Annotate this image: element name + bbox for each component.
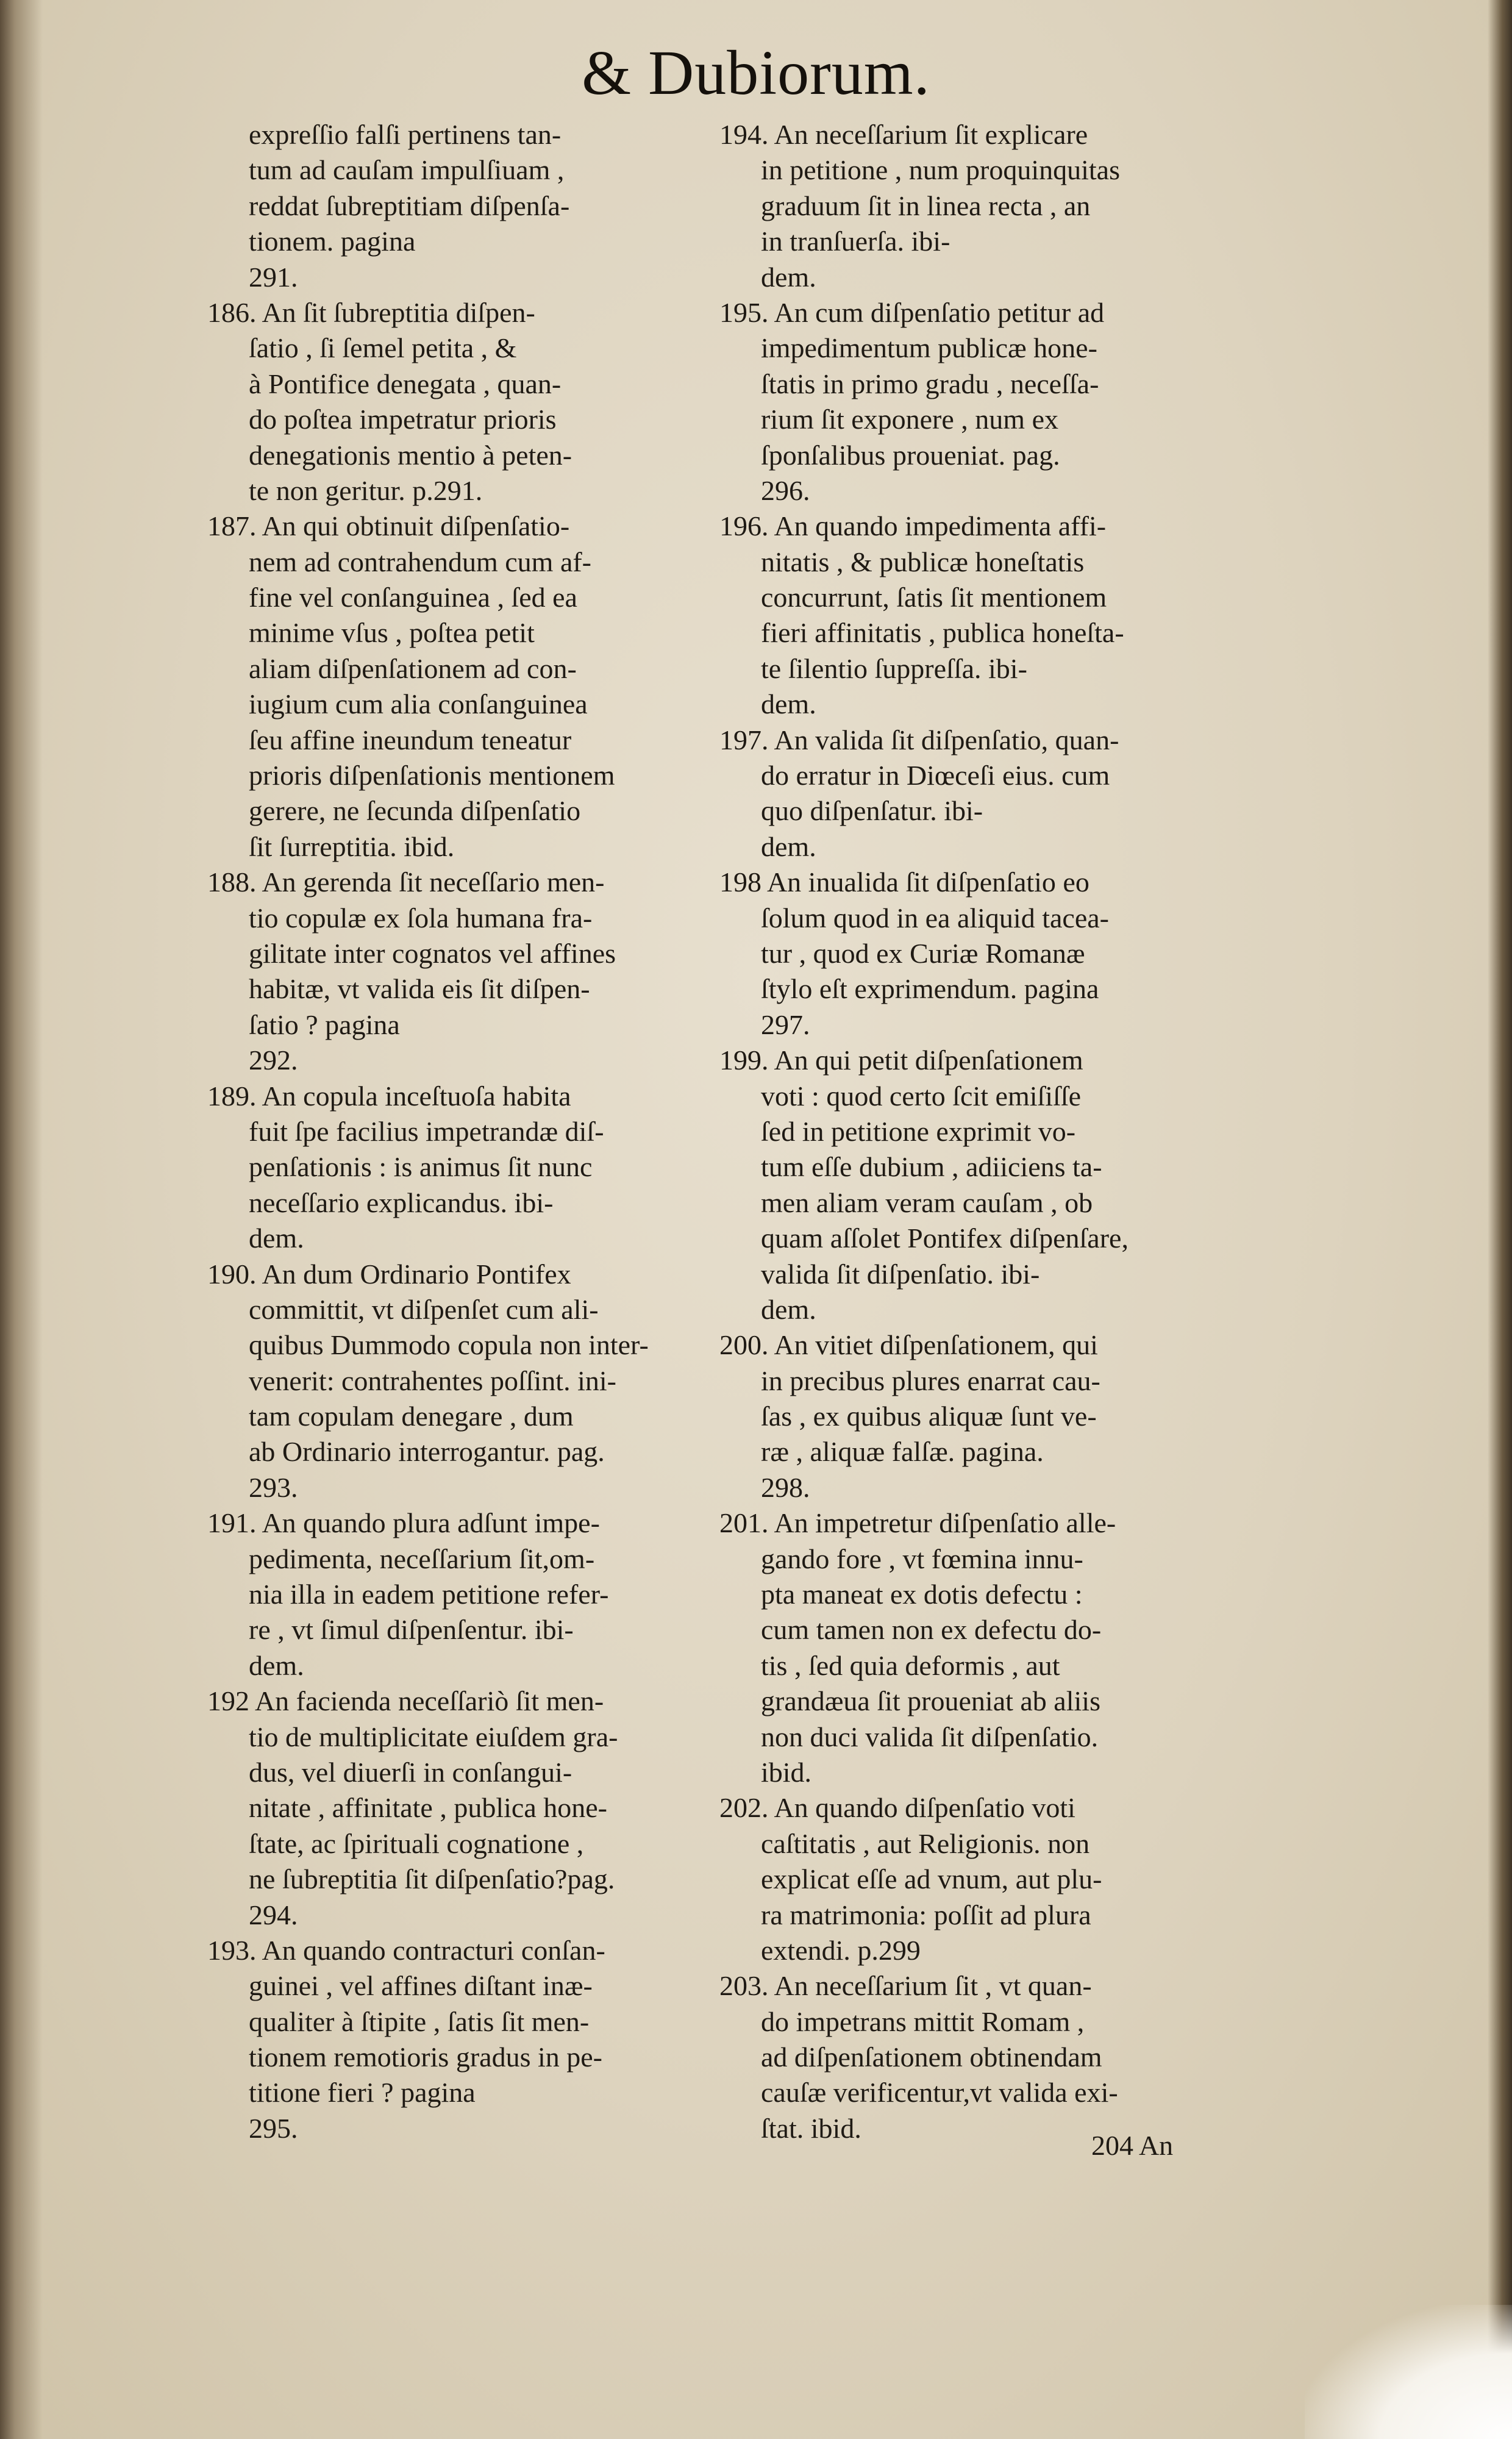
entry-line: guinei , vel affines diſtant inæ-	[249, 1970, 593, 2002]
right-column	[719, 117, 1201, 2146]
entry-line: prioris diſpenſationis mentionem	[249, 760, 615, 791]
entry-line: te non geritur. p.291.	[249, 474, 483, 506]
entry-line: gilitate inter cognatos vel affines	[249, 937, 616, 969]
entry-line: ſtatis in primo gradu , neceſſa-	[761, 368, 1099, 399]
entry-line: dem.	[761, 261, 816, 293]
entry-line: 193. An quando contracturi conſan-	[207, 1934, 605, 1966]
entry-line: 190. An dum Ordinario Pontifex	[207, 1258, 571, 1290]
entry-line: quibus Dummodo copula non inter-	[249, 1329, 649, 1361]
entry-line: grandæua ſit proueniat ab aliis	[761, 1685, 1100, 1717]
index-entry	[719, 1968, 1201, 2146]
entry-line: dus, vel diuerſi in conſangui-	[249, 1756, 572, 1788]
entry-line: men aliam veram cauſam , ob	[761, 1187, 1093, 1218]
entry-line: te ſilentio ſuppreſſa. ibi-	[761, 652, 1027, 684]
entry-line: 291.	[249, 261, 298, 293]
entry-line: nem ad contrahendum cum af-	[249, 546, 591, 577]
entry-line: aliam diſpenſationem ad con-	[249, 652, 577, 684]
index-entry	[719, 865, 1201, 1043]
entry-line: 199. An qui petit diſpenſationem	[719, 1045, 1083, 1076]
entry-line: penſationis : is animus ſit nunc	[249, 1151, 593, 1183]
book-spine-shadow	[0, 0, 43, 2439]
entry-line: habitæ, vt valida eis ſit diſpen-	[249, 973, 590, 1005]
entry-line: nia illa in eadem petitione refer-	[249, 1579, 609, 1610]
index-entry	[719, 1327, 1201, 1505]
entry-line: 202. An quando diſpenſatio voti	[719, 1792, 1075, 1824]
entry-line: graduum ſit in linea recta , an	[761, 190, 1091, 221]
entry-line: fuit ſpe facilius impetrandæ diſ-	[249, 1115, 604, 1147]
index-entry	[207, 1079, 689, 1257]
entry-line: re , vt ſimul diſpenſentur. ibi-	[249, 1614, 574, 1646]
entry-line: do erratur in Diœceſi eius. cum	[761, 760, 1110, 791]
entry-line: tio de multiplicitate eiuſdem gra-	[249, 1721, 618, 1752]
entry-line: 200. An vitiet diſpenſationem, qui	[719, 1329, 1098, 1361]
entry-line: ſas , ex quibus aliquæ ſunt ve-	[761, 1401, 1097, 1432]
entry-line: tum eſſe dubium , adiiciens ta-	[761, 1151, 1102, 1183]
entry-line: iugium cum alia conſanguinea	[249, 688, 588, 720]
entry-line: cauſæ verificentur,vt valida exi-	[761, 2077, 1118, 2109]
index-entry	[207, 509, 689, 865]
index-entry	[207, 1505, 689, 1684]
entry-line: non duci valida ſit diſpenſatio.	[761, 1721, 1099, 1752]
index-entry	[207, 295, 689, 509]
entry-line: ſponſalibus proueniat. pag.	[761, 439, 1060, 471]
entry-line: titione fieri ? pagina	[249, 2077, 476, 2109]
entry-line: ſtat. ibid.	[761, 2112, 861, 2144]
entry-line: denegationis mentio à peten-	[249, 439, 572, 471]
entry-line: reddat ſubreptitiam diſpenſa-	[249, 190, 570, 221]
entry-line: tur , quod ex Curiæ Romanæ	[761, 937, 1085, 969]
index-entry	[719, 1505, 1201, 1790]
entry-line: 194. An neceſſarium ſit explicare	[719, 119, 1088, 150]
entry-line: ſolum quod in ea aliquid tacea-	[761, 902, 1109, 934]
index-entry	[207, 117, 689, 295]
entry-line: in tranſuerſa. ibi-	[761, 226, 950, 257]
entry-line: nitate , affinitate , publica hone-	[249, 1792, 607, 1824]
entry-line: quo diſpenſatur. ibi-	[761, 795, 983, 827]
entry-line: explicat eſſe ad vnum, aut plu-	[761, 1863, 1102, 1895]
index-entry	[719, 295, 1201, 509]
entry-line: tam copulam denegare , dum	[249, 1401, 574, 1432]
entry-line: in precibus plures enarrat cau-	[761, 1365, 1100, 1396]
entry-line: rium ſit exponere , num ex	[761, 404, 1058, 435]
entry-line: expreſſio falſi pertinens tan-	[249, 119, 562, 150]
index-entry	[207, 865, 689, 1078]
entry-line: 198 An inualida ſit diſpenſatio eo	[719, 866, 1089, 898]
entry-line: dem.	[249, 1649, 304, 1681]
torn-corner	[1305, 2305, 1512, 2439]
entry-line: tionem remotioris gradus in pe-	[249, 2041, 602, 2073]
entry-line: ſit ſurreptitia. ibid.	[249, 830, 455, 862]
entry-line: 201. An impetretur diſpenſatio alle-	[719, 1507, 1116, 1539]
index-entry	[719, 117, 1201, 295]
entry-line: ræ , aliquæ falſæ. pagina.	[761, 1436, 1044, 1468]
entry-line: in petitione , num proquinquitas	[761, 154, 1120, 186]
entry-line: ſtylo eſt exprimendum. pagina	[761, 973, 1099, 1005]
entry-line: pedimenta, neceſſarium ſit,om-	[249, 1543, 595, 1574]
entry-line: 188. An gerenda ſit neceſſario men-	[207, 866, 605, 898]
entry-line: valida ſit diſpenſatio. ibi-	[761, 1258, 1040, 1290]
entry-line: 203. An neceſſarium ſit , vt quan-	[719, 1970, 1092, 2002]
entry-line: do impetrans mittit Romam ,	[761, 2005, 1085, 2037]
entry-line: fieri affinitatis , publica honeſta-	[761, 617, 1124, 649]
entry-line: nitatis , & publicæ honeſtatis	[761, 546, 1085, 577]
entry-line: caſtitatis , aut Religionis. non	[761, 1827, 1090, 1859]
entry-line: neceſſario explicandus. ibi-	[249, 1187, 554, 1218]
entry-line: ne ſubreptitia ſit diſpenſatio?pag.	[249, 1863, 615, 1895]
entry-line: quam aſſolet Pontifex diſpenſare,	[761, 1223, 1129, 1254]
index-entry	[719, 1790, 1201, 1968]
entry-line: cum tamen non ex defectu do-	[761, 1614, 1102, 1646]
entry-line: 292.	[249, 1045, 298, 1076]
index-entry	[207, 1257, 689, 1506]
entry-line: ſed in petitione exprimit vo-	[761, 1115, 1076, 1147]
entry-line: fine vel conſanguinea , ſed ea	[249, 582, 577, 613]
entry-line: ra matrimonia: poſſit ad plura	[761, 1899, 1091, 1930]
entry-line: dem.	[761, 830, 816, 862]
entry-line: à Pontifice denegata , quan-	[249, 368, 562, 399]
catchword: 204 An	[1091, 2130, 1174, 2161]
entry-line: minime vſus , poſtea petit	[249, 617, 535, 649]
entry-line: 191. An quando plura adſunt impe-	[207, 1507, 600, 1539]
entry-line: 189. An copula inceſtuoſa habita	[207, 1080, 571, 1112]
index-entry	[719, 723, 1201, 865]
running-head: & Dubiorum.	[582, 38, 930, 108]
entry-line: 187. An qui obtinuit diſpenſatio-	[207, 510, 570, 542]
entry-line: 298.	[761, 1471, 810, 1503]
entry-line: 295.	[249, 2112, 298, 2144]
entry-line: ab Ordinario interrogantur. pag.	[249, 1436, 605, 1468]
entry-line: dem.	[761, 688, 816, 720]
entry-line: committit, vt diſpenſet cum ali-	[249, 1293, 599, 1325]
entry-line: pta maneat ex dotis defectu :	[761, 1579, 1083, 1610]
entry-line: concurrunt, ſatis ſit mentionem	[761, 582, 1107, 613]
entry-line: ſatio , ſi ſemel petita , &	[249, 332, 517, 364]
index-entry	[207, 1684, 689, 1933]
entry-line: extendi. p.299	[761, 1934, 921, 1966]
entry-line: 297.	[761, 1009, 810, 1040]
entry-line: 197. An valida ſit diſpenſatio, quan-	[719, 724, 1119, 755]
entry-line: gando fore , vt fœmina innu-	[761, 1543, 1083, 1574]
entry-line: ad diſpenſationem obtinendam	[761, 2041, 1102, 2073]
entry-line: 296.	[761, 474, 810, 506]
entry-line: ibid.	[761, 1756, 812, 1788]
entry-line: 195. An cum diſpenſatio petitur ad	[719, 296, 1105, 328]
entry-line: 196. An quando impedimenta affi-	[719, 510, 1107, 542]
entry-line: dem.	[761, 1293, 816, 1325]
entry-line: venerit: contrahentes poſſint. ini-	[249, 1365, 616, 1396]
entry-line: tio copulæ ex ſola humana fra-	[249, 902, 593, 934]
entry-line: gerere, ne ſecunda diſpenſatio	[249, 795, 581, 827]
entry-line: ſtate, ac ſpirituali cognatione ,	[249, 1827, 584, 1859]
page-edge	[1488, 0, 1512, 2439]
entry-line: tis , ſed quia deformis , aut	[761, 1649, 1060, 1681]
entry-line: qualiter à ſtipite , ſatis ſit men-	[249, 2005, 590, 2037]
entry-line: dem.	[249, 1223, 304, 1254]
entry-line: tum ad cauſam impulſiuam ,	[249, 154, 565, 186]
index-entry	[719, 1043, 1201, 1327]
index-entry	[719, 509, 1201, 722]
entry-line: do poſtea impetratur prioris	[249, 404, 557, 435]
entry-line: ſatio ? pagina	[249, 1009, 400, 1040]
entry-line: ſeu affine ineundum teneatur	[249, 724, 572, 755]
entry-line: voti : quod certo ſcit emiſiſſe	[761, 1080, 1082, 1112]
entry-line: tionem. pagina	[249, 226, 416, 257]
entry-line: 294.	[249, 1899, 298, 1930]
entry-line: 293.	[249, 1471, 298, 1503]
entry-line: 186. An ſit ſubreptitia diſpen-	[207, 296, 535, 328]
entry-line: impedimentum publicæ hone-	[761, 332, 1097, 364]
left-column	[207, 117, 689, 2146]
index-entry	[207, 1933, 689, 2146]
entry-line: 192 An facienda neceſſariò ſit men-	[207, 1685, 604, 1717]
